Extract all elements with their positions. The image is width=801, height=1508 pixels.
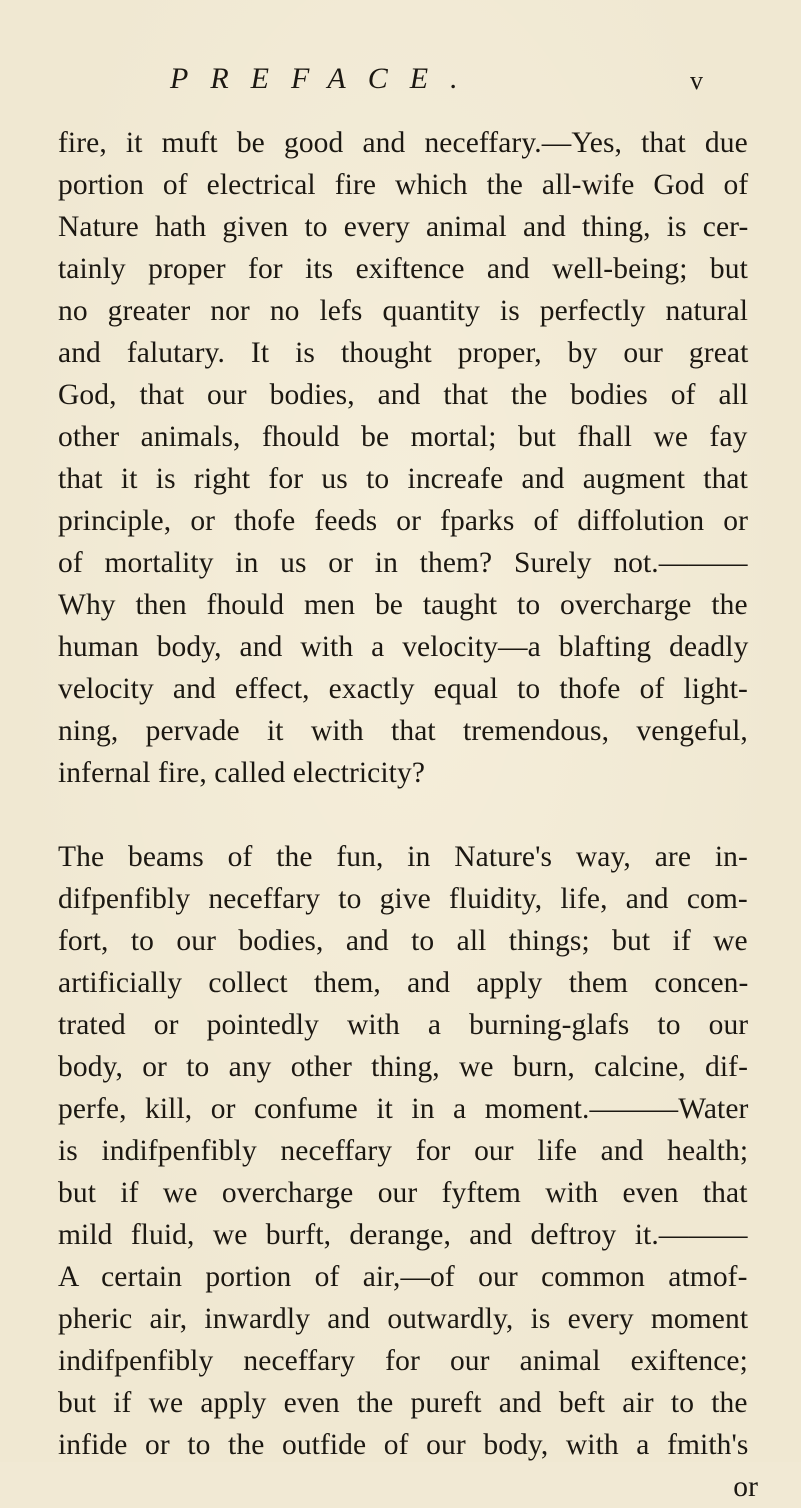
body-text — [58, 122, 758, 1508]
text-line: is indifpenfibly neceffary for our life and health; — [58, 1135, 749, 1167]
text-line: mild fluid, we burft, derange, and deftroy it.——— — [58, 1219, 748, 1251]
text-line: infernal fire, called electricity? — [58, 757, 426, 789]
text-line: tainly proper for its exiftence and well-being; but — [58, 253, 748, 285]
text-line: and falutary. It is thought proper, by our great — [58, 337, 749, 369]
text-line: that it is right for us to increafe and augment that — [58, 463, 748, 495]
paragraph-gap — [58, 794, 758, 836]
text-line: fire, it muft be good and neceffary.—Yes, that due — [58, 127, 748, 159]
text-line: of mortality in us or in them? Surely not.——— — [58, 547, 748, 579]
text-line: Nature hath given to every animal and thing, is cer- — [58, 211, 749, 243]
text-line: human body, and with a velocity—a blafting deadly — [58, 631, 749, 663]
text-line: no greater nor no lefs quantity is perfectly natural — [58, 295, 749, 327]
text-line: trated or pointedly with a burning-glafs to our — [58, 1009, 749, 1041]
paragraph — [58, 122, 758, 794]
text-line: velocity and effect, exactly equal to thofe of light- — [58, 673, 748, 705]
text-line: A certain portion of air,—of our common atmof- — [58, 1261, 748, 1293]
paragraph — [58, 836, 758, 1466]
text-line: The beams of the fun, in Nature's way, are in- — [58, 841, 748, 873]
text-line: difpenfibly neceffary to give fluidity, life, and com- — [58, 883, 748, 915]
text-line: body, or to any other thing, we burn, calcine, dif- — [58, 1051, 749, 1083]
page-number: v — [690, 66, 703, 95]
text-line: pheric air, inwardly and outwardly, is every moment — [58, 1303, 749, 1335]
text-line: portion of electrical fire which the all-wife God of — [58, 169, 749, 201]
text-line: God, that our bodies, and that the bodies of all — [58, 379, 749, 411]
text-line: artificially collect them, and apply them concen- — [58, 967, 749, 999]
catchword: or — [733, 1471, 758, 1503]
text-line: but if we apply even the pureft and beft air to the — [58, 1387, 748, 1419]
text-line: but if we overcharge our fyftem with even that — [58, 1177, 748, 1209]
text-line: other animals, fhould be mortal; but fhall we fay — [58, 421, 748, 453]
text-line: infide or to the outfide of our body, with a fmith's — [58, 1429, 749, 1461]
running-head: PREFACE. — [170, 62, 480, 95]
text-line: Why then fhould men be taught to overcharge the — [58, 589, 748, 621]
text-line: ning, pervade it with that tremendous, vengeful, — [58, 715, 748, 747]
text-line: indifpenfibly neceffary for our animal exiftence; — [58, 1345, 748, 1377]
text-line: principle, or thofe feeds or fparks of diffolution or — [58, 505, 749, 537]
text-line: fort, to our bodies, and to all things; but if we — [58, 925, 748, 957]
text-line: perfe, kill, or confume it in a moment.———Water — [58, 1093, 749, 1125]
